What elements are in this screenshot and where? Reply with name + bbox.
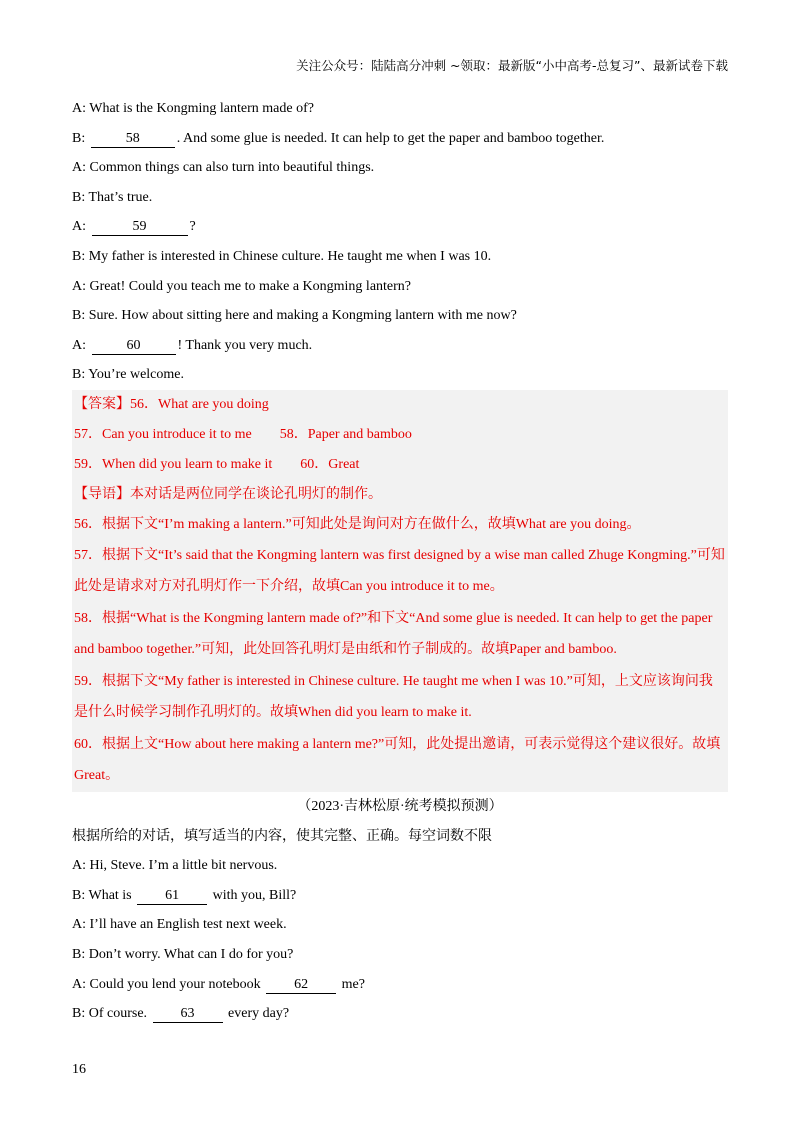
explanation-56: 56．根据下文“I’m making a lantern.”可知此处是询问对方在做什么，故填What are you doing。 [74,516,641,532]
dialogue-line: B: What is 61 with you, Bill? [72,887,297,903]
dialogue-line: A: Common things can also turn into beautiful things. [72,160,375,176]
dialogue-line: B: You’re welcome. [72,367,184,383]
page-number: 16 [72,1062,86,1077]
dialogue-line: A: 59 ? [72,219,196,235]
dialogue-line: B: My father is interested in Chinese culture. He taught me when I was 10. [72,248,492,264]
explanation-59: 59．根据下文“My father is interested in Chinese culture. He taught me when I was 10.”可知，上文应该询问我是什么时候学习制作孔明灯的。故填When did you learn to make it. [74,673,713,721]
page-content [72,94,728,1029]
dialogue-line: B: That’s true. [72,189,153,205]
blank-60: 60 [92,338,176,355]
explanation-58: 58．根据“What is the Kongming lantern made of?”和下文“And some glue is needed. It can help to get the paper and bamboo together.”可知，此处回答孔明灯是由纸和竹子制成的。故填Paper and bamboo. [74,610,713,658]
blank-63: 63 [153,1006,223,1023]
guide-line: 【导语】本对话是两位同学在谈论孔明灯的制作。 [74,486,382,502]
blank-62: 62 [266,977,336,994]
explanation-60: 60．根据上文“How about here making a lantern me?”可知，此处提出邀请，可表示觉得这个建议很好。故填Great。 [74,736,721,784]
dialogue-line: B: Of course. 63 every day? [72,1006,290,1022]
dialogue-line: A: What is the Kongming lantern made of? [72,101,314,116]
answer-line: 59．When did you learn to make it 60．Great [74,456,360,472]
dialogue-line: B: 58 . And some glue is needed. It can help to get the paper and bamboo together. [72,130,605,146]
question-instruction: 根据所给的对话，填写适当的内容，使其完整、正确。每空词数不限 [72,828,492,844]
blank-59: 59 [92,219,188,236]
page-header: 关注公众号：陆陆高分冲刺 ~领取：最新版“小中高考-总复习”、最新试卷下载 [296,58,728,73]
dialogue-line: A: Hi, Steve. I’m a little bit nervous. [72,858,278,874]
answer-line: 【答案】56．What are you doing [74,396,269,412]
answer-section [72,390,728,792]
answer-line: 57．Can you introduce it to me 58．Paper and bamboo [74,426,412,442]
blank-61: 61 [137,888,207,905]
dialogue-line: B: Sure. How about sitting here and making a Kongming lantern with me now? [72,308,517,324]
dialogue-line: B: Don’t worry. What can I do for you? [72,946,294,962]
dialogue-line: A: Could you lend your notebook 62 me? [72,976,365,992]
explanation-57: 57．根据下文“It’s said that the Kongming lantern was first designed by a wise man called Zhuge Kongming.”可知此处是请求对方对孔明灯作一下介绍，故填Can you introduce it to me。 [74,547,725,595]
dialogue-line: A: 60 ! Thank you very much. [72,337,313,353]
dialogue-line: A: I’ll have an English test next week. [72,917,287,933]
question-source: （2023·吉林松原·统考模拟预测） [297,798,503,814]
blank-58: 58 [91,131,175,148]
dialogue-line: A: Great! Could you teach me to make a Kongming lantern? [72,278,412,294]
